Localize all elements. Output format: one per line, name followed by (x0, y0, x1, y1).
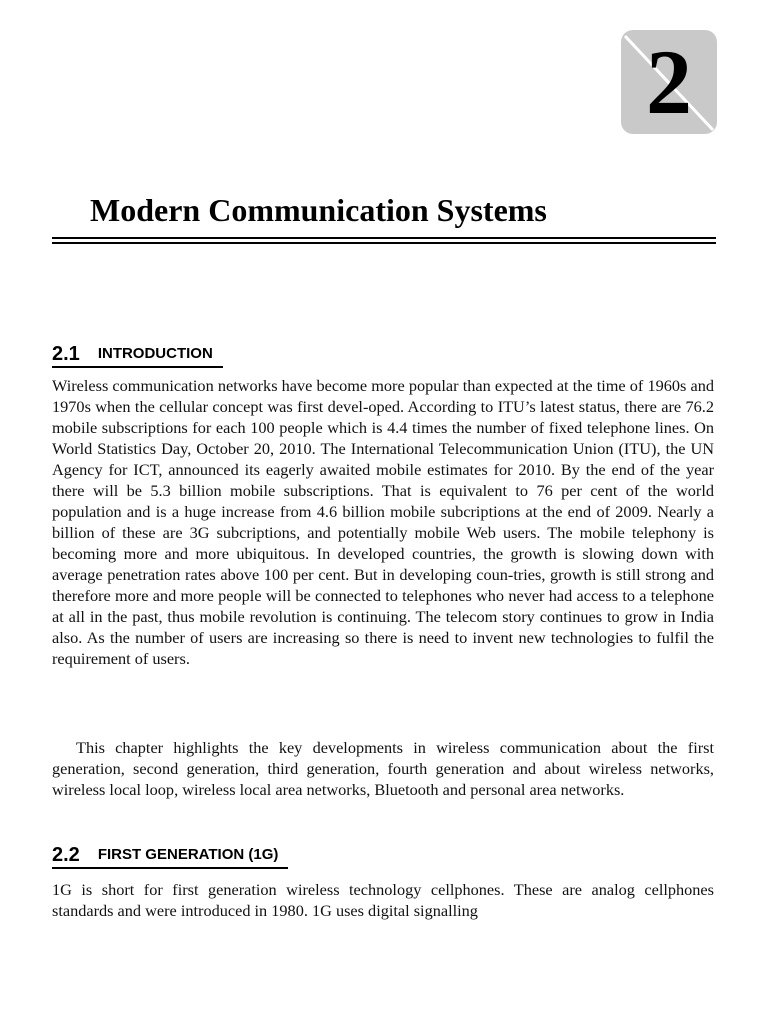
section-title: FIRST GENERATION (1G) (97, 846, 279, 863)
chapter-title: Modern Communication Systems (90, 192, 547, 228)
paragraph: This chapter highlights the key developments in wireless communication about the first generation, second generation, third generation, fourth generation and about wireless networks, wireless local loop, wireless local area networks, Bluetooth and personal area networks. (52, 738, 714, 799)
chapter-number: 2 (646, 31, 692, 133)
paragraph: Wireless communication networks have become more popular than expected at the time of 1960s and 1970s when the cellular concept was first devel-oped. According to ITU’s latest status, there are 76.2 mobile subscriptions for each 100 people which is 4.4 times the number of fixed telephone lines. On World Statistics Day, October 20, 2010. The International Telecommunication Union (ITU), the UN Agency for ICT, announced its eagerly awaited mobile estimates for 2010. By the end of the year there will be 5.3 billion mobile subscriptions. That is equivalent to 76 per cent of the world population and is a huge increase from 4.6 billion mobile subcriptions at the end of 2009. Nearly a billion of these are 3G subcriptions, and potentially mobile Web users. The mobile telephony is becoming more and more ubiquitous. In developed countries, the growth is slowing down with average penetration rates above 100 per cent. But in developing coun-tries, growth is still strong and therefore more and more people will be connected to telephones who never had access to a telephone at all in the past, thus mobile revolution is continuing. The telecom story continues to grow in India also. As the number of users are increasing so there is need to invent new technologies to fulfil the requirement of users. (52, 376, 714, 668)
title-rule-bottom (52, 242, 716, 244)
section-number: 2.1 (52, 343, 80, 365)
section-number: 2.2 (52, 844, 80, 866)
section-heading-first-generation (52, 843, 288, 869)
title-rule-top (52, 237, 716, 239)
section-title: INTRODUCTION (97, 345, 213, 362)
paragraph: 1G is short for first generation wireless technology cellphones. These are analog cellphones standards and were introduced in 1980. 1G uses digital signalling (52, 880, 714, 920)
section-heading-introduction (52, 342, 223, 368)
chapter-number-badge (621, 30, 717, 134)
